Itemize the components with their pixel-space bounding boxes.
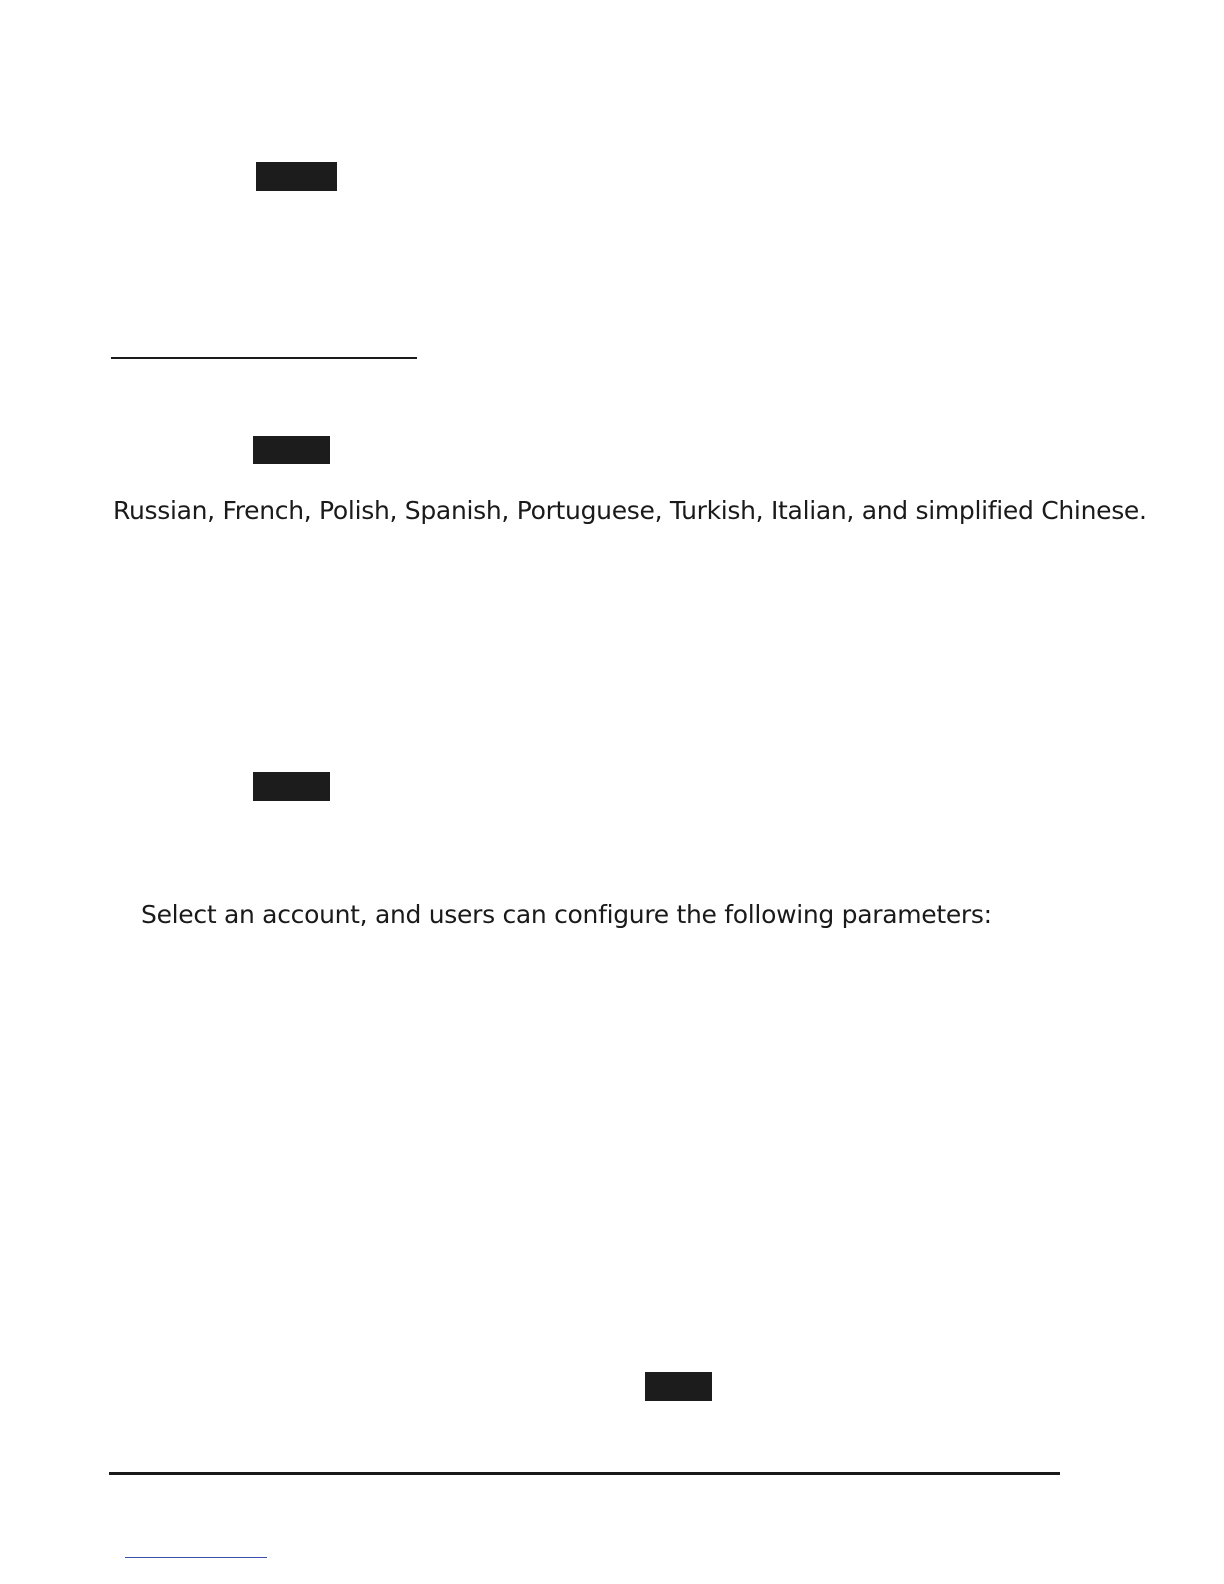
footer-divider (109, 1472, 1060, 1475)
account-instruction: Select an account, and users can configure the following parameters: (141, 900, 992, 929)
link-underline[interactable] (125, 1557, 267, 1558)
redaction-block (253, 772, 330, 801)
section-underline (111, 357, 417, 359)
redaction-block (253, 436, 330, 464)
redaction-block (645, 1372, 712, 1401)
languages-line: Russian, French, Polish, Spanish, Portuguese, Turkish, Italian, and simplified Chinese. (113, 496, 1147, 525)
redaction-block (256, 162, 337, 191)
